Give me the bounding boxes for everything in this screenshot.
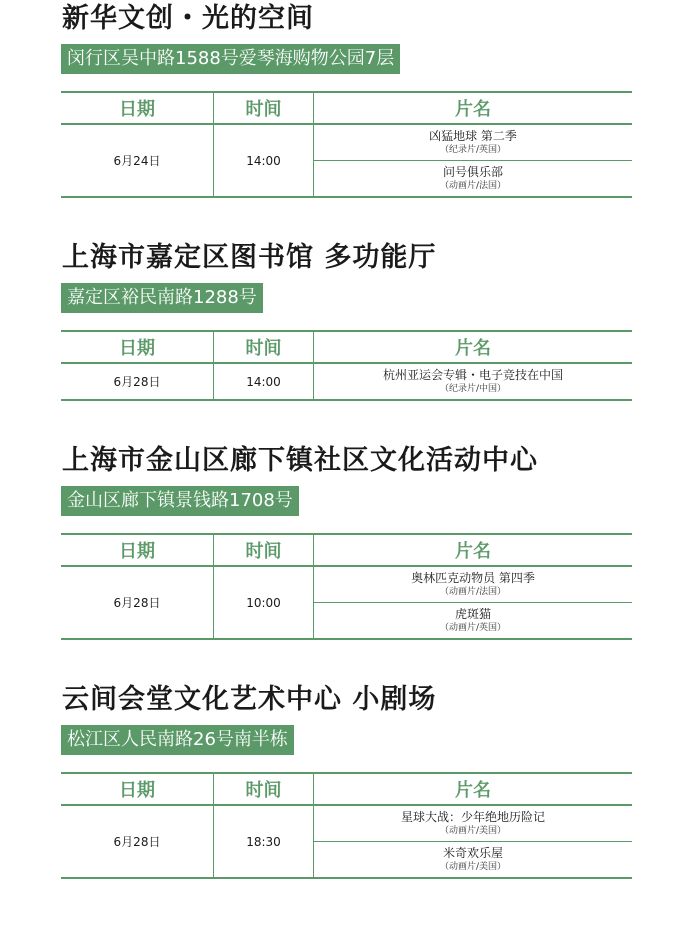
film-genre: （动画片/美国） — [439, 826, 507, 836]
film-cell — [314, 805, 633, 842]
film-cell — [314, 842, 633, 879]
date-cell: 6月24日 — [61, 124, 214, 197]
table-header-row — [61, 773, 632, 805]
table-row — [61, 566, 632, 603]
date-header: 日期 — [61, 773, 214, 805]
film-genre: （动画片/法国） — [439, 181, 507, 191]
venue-address: 金山区廊下镇景钱路1708号 — [61, 486, 299, 516]
film-cell — [314, 566, 633, 603]
film-name: 米奇欢乐屋 — [442, 846, 503, 860]
time-cell: 18:30 — [214, 805, 314, 878]
date-cell: 6月28日 — [61, 566, 214, 639]
time-header: 时间 — [214, 331, 314, 363]
film-name: 杭州亚运会专辑・电子竞技在中国 — [382, 368, 563, 382]
table-header-row — [61, 92, 632, 124]
table-row — [61, 805, 632, 842]
film-cell — [314, 161, 633, 198]
time-header: 时间 — [214, 773, 314, 805]
venue-title: 云间会堂文化艺术中心 小剧场 — [62, 684, 437, 715]
film-genre: （动画片/美国） — [439, 862, 507, 872]
venue-title: 上海市金山区廊下镇社区文化活动中心 — [62, 445, 538, 476]
film-header: 片名 — [314, 92, 633, 124]
venue-address: 嘉定区裕民南路1288号 — [61, 283, 263, 313]
film-name: 问号俱乐部 — [442, 165, 503, 179]
film-genre: （纪录片/中国） — [439, 384, 507, 394]
table-row — [61, 363, 632, 400]
schedule-table — [61, 772, 632, 879]
venue-address: 闵行区吴中路1588号爱琴海购物公园7层 — [61, 44, 400, 74]
time-cell: 14:00 — [214, 124, 314, 197]
table-header-row — [61, 331, 632, 363]
time-cell: 14:00 — [214, 363, 314, 400]
venue-title: 上海市嘉定区图书馆 多功能厅 — [62, 242, 437, 273]
film-cell — [314, 124, 633, 161]
venue-address: 松江区人民南路26号南半栋 — [61, 725, 294, 755]
time-header: 时间 — [214, 534, 314, 566]
venue-title: 新华文创・光的空间 — [62, 3, 314, 34]
date-header: 日期 — [61, 534, 214, 566]
date-cell: 6月28日 — [61, 805, 214, 878]
film-header: 片名 — [314, 331, 633, 363]
film-name: 虎斑猫 — [454, 607, 491, 621]
schedule-table — [61, 330, 632, 401]
table-row — [61, 124, 632, 161]
film-header: 片名 — [314, 534, 633, 566]
film-name: 凶猛地球 第二季 — [429, 129, 517, 143]
film-cell — [314, 363, 633, 400]
table-header-row — [61, 534, 632, 566]
film-name: 奥林匹克动物员 第四季 — [411, 571, 535, 585]
schedule-table — [61, 91, 632, 198]
time-header: 时间 — [214, 92, 314, 124]
film-header: 片名 — [314, 773, 633, 805]
schedule-table — [61, 533, 632, 640]
time-cell: 10:00 — [214, 566, 314, 639]
film-genre: （动画片/法国） — [439, 587, 507, 597]
film-genre: （动画片/英国） — [439, 623, 507, 633]
film-genre: （纪录片/英国） — [439, 145, 507, 155]
date-header: 日期 — [61, 92, 214, 124]
film-name: 星球大战：少年绝地历险记 — [400, 810, 545, 824]
date-cell: 6月28日 — [61, 363, 214, 400]
date-header: 日期 — [61, 331, 214, 363]
film-cell — [314, 603, 633, 640]
